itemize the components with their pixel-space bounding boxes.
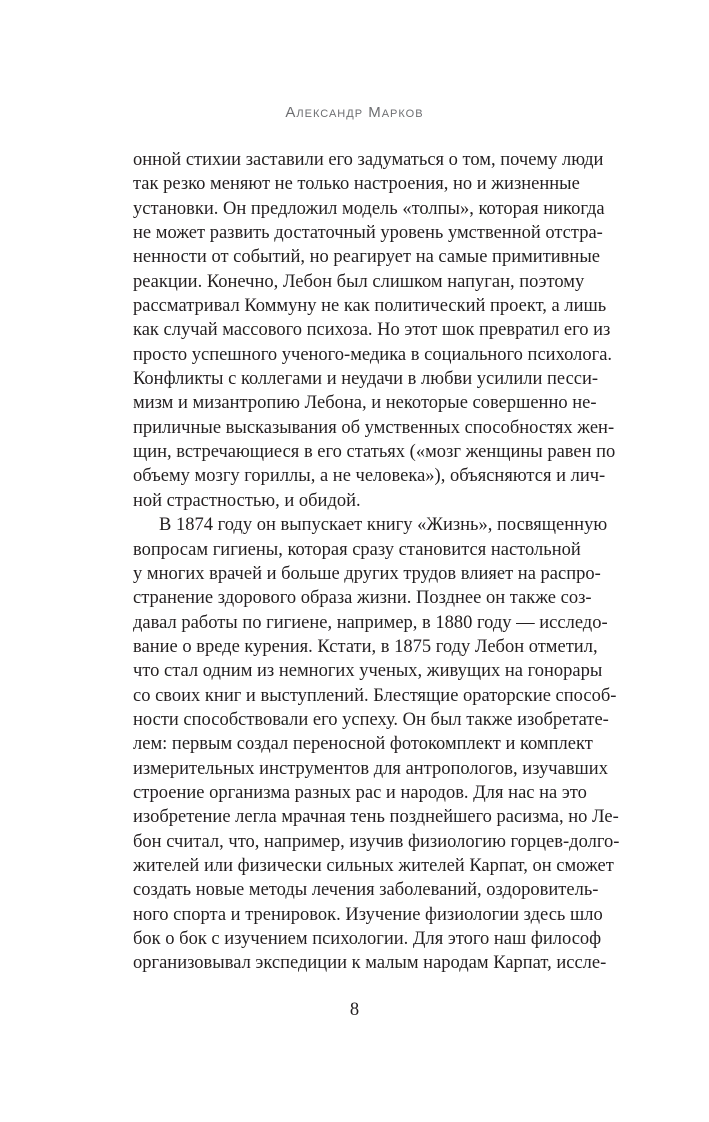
text-line: установки. Он предложил модель «толпы», которая никогда bbox=[133, 198, 605, 219]
text-line: давал работы по гигиене, например, в 1880 году — исследо- bbox=[133, 612, 608, 633]
text-line: ного спорта и тренировок. Изучение физиологии здесь шло bbox=[133, 904, 603, 925]
text-line: объему мозгу гориллы, а не человека»), объясняются и лич- bbox=[133, 466, 606, 487]
text-line: приличные высказывания об умственных способностях жен- bbox=[133, 417, 615, 438]
text-line: щин, встречающиеся в его статьях («мозг женщины равен по bbox=[133, 442, 616, 463]
text-line: просто успешного ученого-медика в социального психолога. bbox=[133, 344, 613, 365]
text-line: жителей или физически сильных жителей Карпат, он сможет bbox=[133, 855, 614, 876]
text-line: мизм и мизантропию Лебона, и некоторые совершенно не- bbox=[133, 393, 597, 414]
text-line: измерительных инструментов для антропологов, изучавших bbox=[133, 758, 608, 779]
text-line: лем: первым создал переносной фотокомплект и комплект bbox=[133, 734, 593, 755]
text-line: как случай массового психоза. Но этот шок превратил его из bbox=[133, 320, 611, 341]
text-line: бон считал, что, например, изучив физиологию горцев-долго- bbox=[133, 831, 620, 852]
running-head: Александр Марков bbox=[285, 104, 424, 121]
text-line: создать новые методы лечения заболеваний, оздоровитель- bbox=[133, 880, 599, 901]
body-text bbox=[133, 148, 620, 976]
text-line: у многих врачей и больше других трудов влияет на распро- bbox=[133, 563, 601, 584]
page-number: 8 bbox=[349, 1000, 360, 1020]
text-line: изобретение легла мрачная тень позднейшего расизма, но Ле- bbox=[133, 807, 619, 828]
text-line: не может развить достаточный уровень умственной отстра- bbox=[133, 223, 603, 244]
text-line: реакции. Конечно, Лебон был слишком напуган, поэтому bbox=[133, 271, 585, 292]
text-line: со своих книг и выступлений. Блестящие ораторские способ- bbox=[133, 685, 617, 706]
text-line: организовывал экспедиции к малым народам Карпат, иссле- bbox=[133, 953, 607, 974]
text-line: так резко меняют не только настроения, но и жизненные bbox=[133, 174, 580, 195]
text-line: вопросам гигиены, которая сразу становится настольной bbox=[133, 539, 581, 560]
text-line: ной страстностью, и обидой. bbox=[133, 490, 361, 511]
text-line: строение организма разных рас и народов. Для нас на это bbox=[133, 782, 587, 803]
text-line: странение здорового образа жизни. Позднее он также соз- bbox=[133, 588, 592, 609]
text-line: рассматривал Коммуну не как политический проект, а лишь bbox=[133, 296, 607, 317]
text-line: ности способствовали его успеху. Он был также изобретате- bbox=[133, 709, 609, 730]
text-line: онной стихии заставили его задуматься о том, почему люди bbox=[133, 150, 604, 170]
text-line: ненности от событий, но реагирует на самые примитивные bbox=[133, 247, 600, 268]
text-line: В 1874 году он выпускает книгу «Жизнь», посвященную bbox=[159, 515, 608, 536]
text-line: Конфликты с коллегами и неудачи в любви усилили песси- bbox=[133, 369, 599, 390]
text-line: что стал одним из немногих ученых, живущих на гонорары bbox=[133, 661, 603, 682]
text-line: вание о вреде курения. Кстати, в 1875 году Лебон отметил, bbox=[133, 636, 598, 657]
text-line: бок о бок с изучением психологии. Для этого наш философ bbox=[133, 929, 602, 949]
